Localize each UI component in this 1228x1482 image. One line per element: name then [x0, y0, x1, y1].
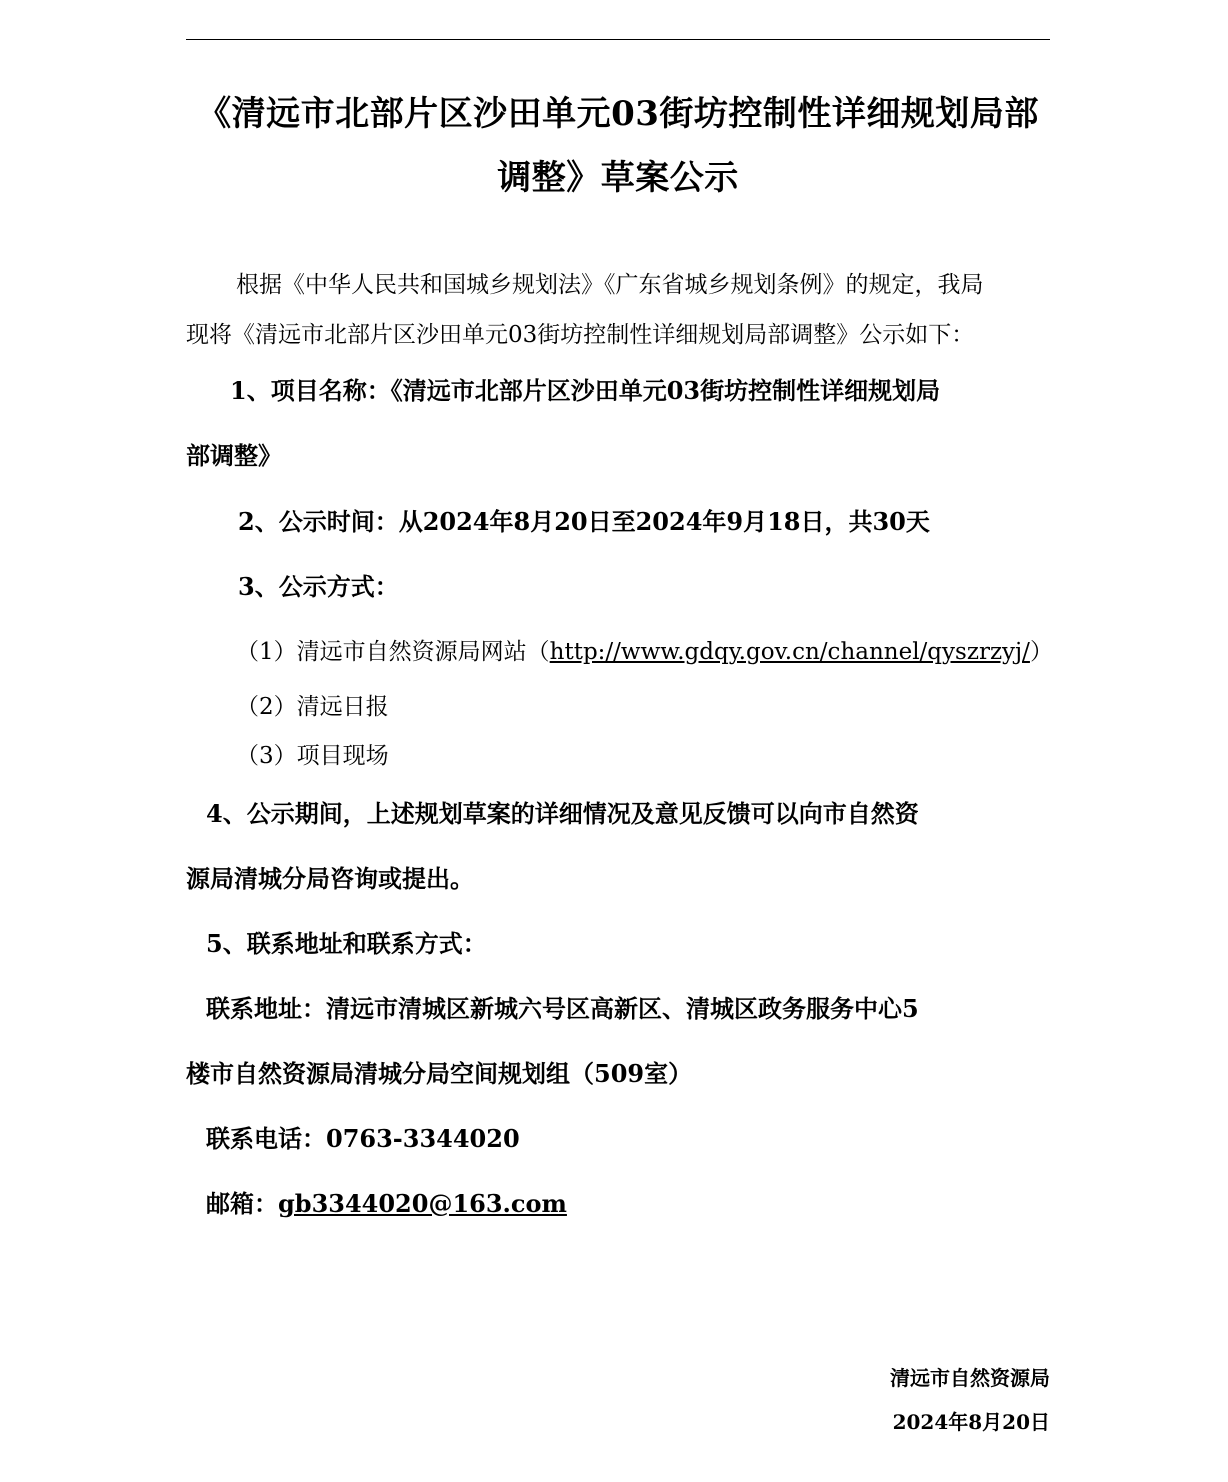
item-publicity-period: 2、公示时间：从2024年8月20日至2024年9月18日，共30天 — [238, 507, 930, 536]
intro-line-2: 现将《清远市北部片区沙田单元03街坊控制性详细规划局部调整》公示如下： — [186, 322, 975, 348]
intro-line-1: 根据《中华人民共和国城乡规划法》《广东省城乡规划条例》的规定，我局 — [236, 272, 984, 298]
website-link[interactable]: http://www.gdqy.gov.cn/channel/qyszrzyj/ — [549, 639, 1030, 665]
method-website-suffix: ） — [1029, 639, 1053, 665]
item-contact: 5、联系地址和联系方式： — [206, 929, 487, 958]
email-label: 邮箱： — [206, 1189, 278, 1218]
contact-email — [206, 1184, 567, 1219]
email-link[interactable]: gb3344020@163.com — [278, 1189, 567, 1218]
contact-phone: 联系电话：0763-3344020 — [206, 1124, 520, 1153]
contact-address-line-2: 楼市自然资源局清城分局空间规划组（509室） — [186, 1059, 693, 1088]
item-project-name-line-1: 1、项目名称：《清远市北部片区沙田单元03街坊控制性详细规划局 — [230, 376, 941, 405]
contact-address-line-1: 联系地址：清远市清城区新城六号区高新区、清城区政务服务中心5 — [206, 994, 919, 1023]
document-title: 《清远市北部片区沙田单元03街坊控制性详细规划局部调整》草案公示 — [197, 94, 1039, 198]
item-publicity-methods: 3、公示方式： — [238, 572, 399, 601]
item-feedback-line-1: 4、公示期间，上述规划草案的详细情况及意见反馈可以向市自然资 — [206, 799, 919, 828]
signature-date: 2024年8月20日 — [892, 1410, 1050, 1434]
method-website-prefix: （1）清远市自然资源局网站（ — [236, 639, 550, 665]
method-newspaper: （2）清远日报 — [236, 694, 389, 720]
method-website — [236, 633, 1053, 666]
top-divider — [186, 39, 1050, 40]
item-project-name-line-2: 部调整》 — [186, 441, 282, 470]
signature-organization: 清远市自然资源局 — [890, 1366, 1050, 1390]
item-feedback-line-2: 源局清城分局咨询或提出。 — [186, 864, 474, 893]
method-onsite: （3）项目现场 — [236, 743, 389, 769]
